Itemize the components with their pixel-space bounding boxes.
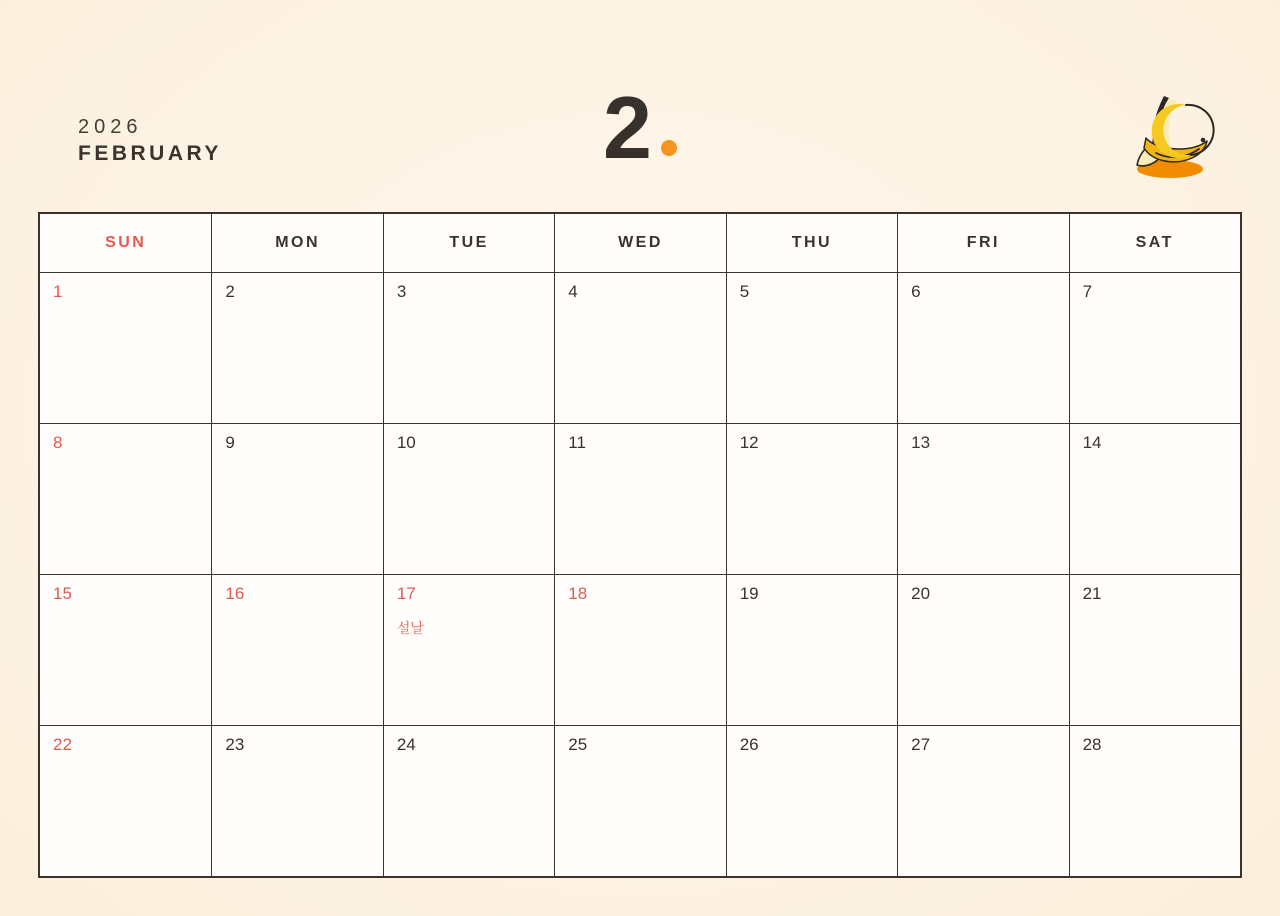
weekday-header-tue: TUE: [383, 214, 554, 272]
date-number: 24: [396, 735, 416, 754]
day-cell-9: [211, 423, 382, 574]
day-cell-19: [726, 574, 897, 725]
day-cell-3: [383, 272, 554, 423]
day-cell-2: [211, 272, 382, 423]
date-number: 6: [911, 282, 921, 301]
date-number: 4: [568, 282, 578, 301]
date-number: 9: [225, 433, 235, 452]
holiday-label: 설날: [396, 620, 424, 637]
accent-dot: [661, 140, 677, 156]
day-cell-28: [1069, 725, 1240, 876]
day-cell-25: [554, 725, 725, 876]
date-number: 18: [568, 584, 588, 603]
weekday-header-thu: THU: [726, 214, 897, 272]
weekday-header-mon: MON: [211, 214, 382, 272]
date-number: 3: [396, 282, 407, 301]
day-cell-14: [1069, 423, 1240, 574]
date-number: 23: [225, 735, 245, 754]
day-cell-22: [40, 725, 211, 876]
date-number: 26: [739, 735, 759, 754]
date-number: 14: [1082, 433, 1102, 452]
date-number: 11: [568, 433, 586, 452]
day-cell-16: [211, 574, 382, 725]
month-numeral: [0, 78, 1280, 177]
date-number: 13: [911, 433, 931, 452]
banana-icon: [1118, 93, 1218, 181]
day-cell-6: [897, 272, 1068, 423]
day-cell-17: [383, 574, 554, 725]
day-cell-7: [1069, 272, 1240, 423]
date-number: 20: [911, 584, 931, 603]
calendar-grid: [38, 212, 1242, 878]
day-cell-1: [40, 272, 211, 423]
weekday-header-wed: WED: [554, 214, 725, 272]
date-number: 8: [53, 433, 63, 452]
day-cell-5: [726, 272, 897, 423]
year-label: 2026: [78, 116, 143, 138]
weekday-header-sun: SUN: [40, 214, 211, 272]
day-cell-4: [554, 272, 725, 423]
date-number: 27: [911, 735, 931, 754]
day-cell-26: [726, 725, 897, 876]
date-number: 7: [1082, 282, 1093, 301]
day-cell-21: [1069, 574, 1240, 725]
date-number: 22: [53, 735, 72, 754]
date-number: 2: [225, 282, 235, 301]
day-cell-8: [40, 423, 211, 574]
date-number: 15: [53, 584, 72, 603]
date-number: 1: [53, 282, 63, 301]
month-number-label: 2: [603, 78, 652, 177]
date-number: 28: [1082, 735, 1102, 754]
day-cell-12: [726, 423, 897, 574]
day-cell-11: [554, 423, 725, 574]
date-number: 5: [739, 282, 750, 301]
date-number: 16: [225, 584, 245, 603]
date-number: 25: [568, 735, 588, 754]
date-number: 12: [739, 433, 759, 452]
weekday-header-sat: SAT: [1069, 214, 1240, 272]
day-cell-10: [383, 423, 554, 574]
date-number: 17: [396, 584, 416, 603]
day-cell-24: [383, 725, 554, 876]
date-number: 10: [396, 433, 416, 452]
day-cell-20: [897, 574, 1068, 725]
day-cell-23: [211, 725, 382, 876]
day-cell-27: [897, 725, 1068, 876]
day-cell-15: [40, 574, 211, 725]
month-name-label: FEBRUARY: [78, 142, 222, 165]
weekday-header-fri: FRI: [897, 214, 1068, 272]
date-number: 19: [739, 584, 759, 603]
day-cell-13: [897, 423, 1068, 574]
day-cell-18: [554, 574, 725, 725]
date-number: 21: [1082, 584, 1102, 603]
